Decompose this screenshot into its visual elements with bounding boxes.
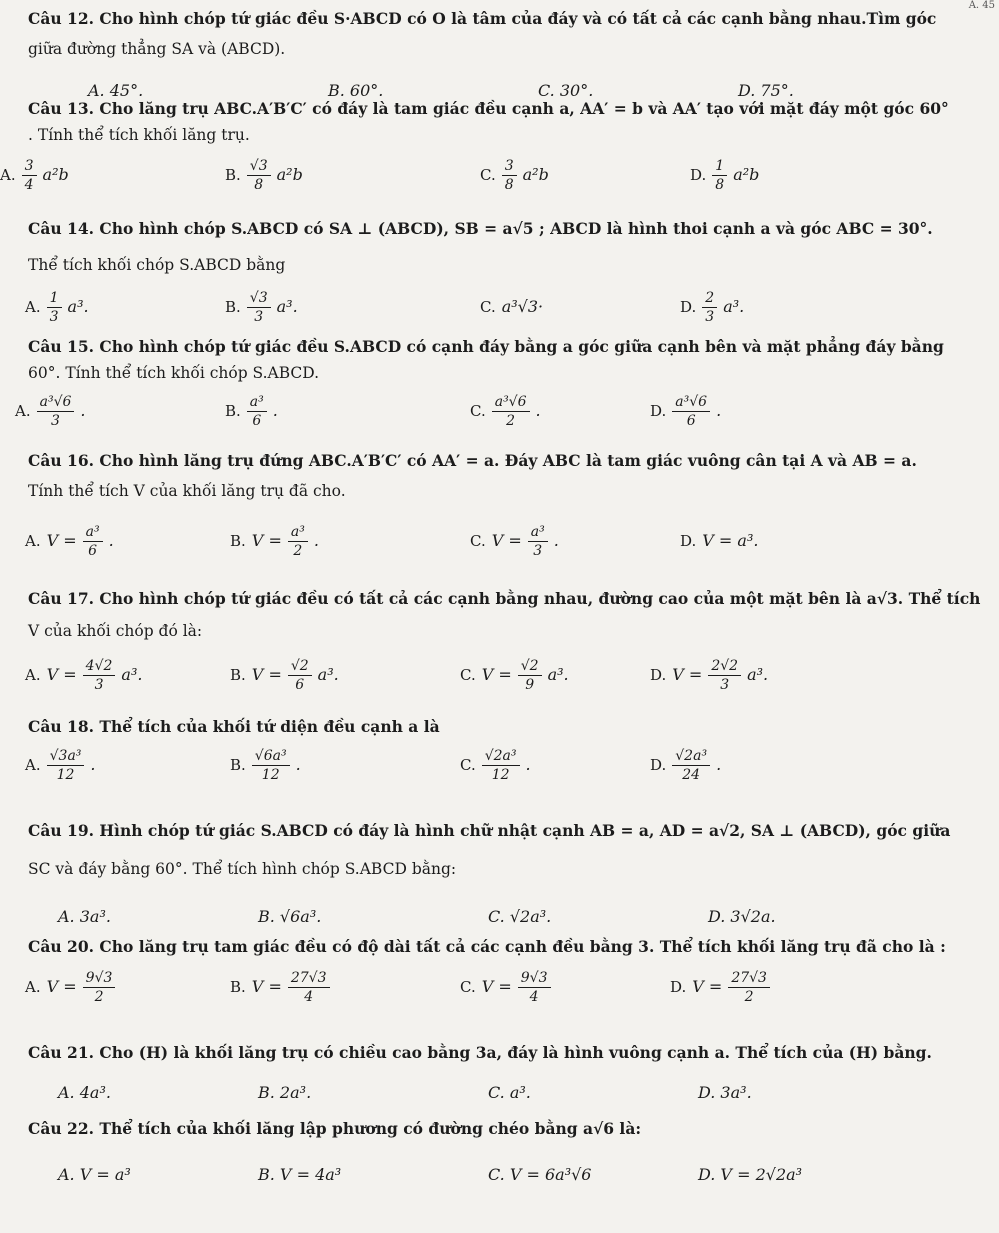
q13-options: [0, 150, 999, 200]
q14-text-line2: Thể tích khối chóp S.ABCD bằng: [28, 256, 286, 274]
q14-option-d[interactable]: D. $\frac{2}{3}$ a³.: [680, 289, 745, 325]
q15-option-a[interactable]: A. $\frac{\text{a³√6}}{3}$ .: [15, 393, 86, 429]
q21-option-c[interactable]: C. a³.: [488, 1083, 531, 1102]
q15-option-d[interactable]: D. $\frac{\text{a³√6}}{6}$ .: [650, 393, 722, 429]
q18-option-a[interactable]: A. $\frac{\text{√3a³}}{12}$ .: [25, 747, 96, 783]
q19-text-line1: Câu 19. Hình chóp tứ giác S.ABCD có đáy là hình chữ nhật cạnh AB = a, AD = a√2, SA ⊥ (ABCD), góc giữa: [28, 821, 951, 840]
q13-text-line2: . Tính thể tích khối lăng trụ.: [28, 126, 250, 144]
q20-option-b[interactable]: B. V = $\frac{27√3}{4}$: [230, 962, 330, 1012]
q16-options: [0, 516, 999, 566]
q12-option-a[interactable]: A. 45°.: [88, 81, 144, 100]
q15-text-line2: 60°. Tính thể tích khối chóp S.ABCD.: [28, 364, 320, 382]
q16-option-d[interactable]: D. V = a³.: [680, 531, 759, 550]
q14-option-b[interactable]: B. $\frac{√3}{3}$ a³.: [225, 289, 298, 325]
q20-option-a[interactable]: A. V = $\frac{9√3}{2}$: [25, 962, 115, 1012]
q20-text-line1: Câu 20. Cho lăng trụ tam giác đều có độ dài tất cả các cạnh đều bằng 3. Thể tích khối lăng trụ đã cho là :: [28, 937, 946, 956]
q18-options: [0, 740, 999, 790]
q12-text-line1: Câu 12. Cho hình chóp tứ giác đều S·ABCD có O là tâm của đáy và có tất cả các cạnh bằng nhau.Tìm góc: [28, 9, 937, 28]
q16-option-c[interactable]: C. V = $\frac{\text{a³}}{3}$ .: [470, 523, 559, 559]
q21-text-line1: Câu 21. Cho (H) là khối lăng trụ có chiều cao bằng 3a, đáy là hình vuông cạnh a. Thể tích của (H) bằng.: [28, 1043, 932, 1062]
q17-option-c[interactable]: C. V = $\frac{√2}{9}$ a³.: [460, 657, 569, 693]
q21-option-a[interactable]: A. 4a³.: [58, 1083, 111, 1102]
q19-option-b[interactable]: B. √6a³.: [258, 907, 322, 926]
q16-text-line2: Tính thể tích V của khối lăng trụ đã cho.: [28, 482, 346, 500]
q18-option-c[interactable]: C. $\frac{\text{√2a³}}{12}$ .: [460, 747, 531, 783]
q12-option-c[interactable]: C. 30°.: [538, 81, 594, 100]
q22-option-c[interactable]: C. V = 6a³√6: [488, 1165, 592, 1184]
q17-options: [0, 650, 999, 700]
q14-text-line1: Câu 14. Cho hình chóp S.ABCD có SA ⊥ (ABCD), SB = a√5 ; ABCD là hình thoi cạnh a và góc ABC = 30°.: [28, 219, 933, 238]
q13-option-b[interactable]: B. $\frac{√3}{8}$ a²b: [225, 157, 303, 193]
q20-options: [0, 962, 999, 1012]
q19-option-a[interactable]: A. 3a³.: [58, 907, 111, 926]
q15-options: [0, 386, 999, 436]
q19-options: [28, 892, 985, 926]
q14-option-a[interactable]: A. $\frac{1}{3}$ a³.: [25, 289, 89, 325]
q18-text-line1: Câu 18. Thể tích của khối tứ diện đều cạnh a là: [28, 717, 440, 736]
q22-options: [28, 1150, 985, 1184]
q12-options: [28, 66, 985, 100]
q16-option-a[interactable]: A. V = $\frac{\text{a³}}{6}$ .: [25, 523, 114, 559]
q19-option-c[interactable]: C. √2a³.: [488, 907, 552, 926]
q15-text-line1: Câu 15. Cho hình chóp tứ giác đều S.ABCD có cạnh đáy bằng a góc giữa cạnh bên và mặt phẳng đáy bằng: [28, 337, 944, 356]
q12-option-d[interactable]: D. 75°.: [738, 81, 794, 100]
q17-option-a[interactable]: A. V = $\frac{4√2}{3}$ a³.: [25, 657, 143, 693]
cropped-header-fragment: A. 45: [968, 0, 995, 11]
q19-option-d[interactable]: D. 3√2a.: [708, 907, 776, 926]
q21-option-d[interactable]: D. 3a³.: [698, 1083, 752, 1102]
q12-text-line2: giữa đường thẳng SA và (ABCD).: [28, 40, 286, 58]
q22-option-a[interactable]: A. V = a³: [58, 1165, 131, 1184]
q17-text-line1: Câu 17. Cho hình chóp tứ giác đều có tất cả các cạnh bằng nhau, đường cao của một mặt bên là a√3. Thể tích: [28, 589, 981, 608]
q14-option-c[interactable]: C. a³√3·: [480, 297, 544, 316]
q18-option-b[interactable]: B. $\frac{\text{√6a³}}{12}$ .: [230, 747, 301, 783]
q14-options: [0, 282, 999, 332]
q13-option-a[interactable]: A. $\frac{3}{4}$ a²b: [0, 157, 69, 193]
q22-option-b[interactable]: B. V = 4a³: [258, 1165, 342, 1184]
q16-option-b[interactable]: B. V = $\frac{\text{a³}}{2}$ .: [230, 523, 319, 559]
q13-text-line1: Câu 13. Cho lăng trụ ABC.A′B′C′ có đáy là tam giác đều cạnh a, AA′ = b và AA′ tạo với mặt đáy một góc 60°: [28, 99, 949, 118]
q17-text-line2: V của khối chóp đó là:: [28, 622, 203, 640]
q13-option-c[interactable]: C. $\frac{3}{8}$ a²b: [480, 157, 549, 193]
q21-options: [28, 1068, 985, 1102]
q17-option-d[interactable]: D. V = $\frac{2√2}{3}$ a³.: [650, 657, 769, 693]
q16-text-line1: Câu 16. Cho hình lăng trụ đứng ABC.A′B′C′ có AA′ = a. Đáy ABC là tam giác vuông cân tại A và AB = a.: [28, 451, 917, 470]
q13-option-d[interactable]: D. $\frac{1}{8}$ a²b: [690, 157, 760, 193]
q18-option-d[interactable]: D. $\frac{\text{√2a³}}{24}$ .: [650, 747, 722, 783]
q22-text-line1: Câu 22. Thể tích của khối lăng lập phương có đường chéo bằng a√6 là:: [28, 1119, 642, 1138]
q20-option-c[interactable]: C. V = $\frac{9√3}{4}$: [460, 962, 551, 1012]
q17-option-b[interactable]: B. V = $\frac{√2}{6}$ a³.: [230, 657, 339, 693]
q19-text-line2: SC và đáy bằng 60°. Thể tích hình chóp S.ABCD bằng:: [28, 860, 457, 878]
q12-option-b[interactable]: B. 60°.: [328, 81, 384, 100]
q20-option-d[interactable]: D. V = $\frac{27√3}{2}$: [670, 962, 770, 1012]
q15-option-c[interactable]: C. $\frac{\text{a³√6}}{2}$ .: [470, 393, 541, 429]
q21-option-b[interactable]: B. 2a³.: [258, 1083, 312, 1102]
q22-option-d[interactable]: D. V = 2√2a³: [698, 1165, 803, 1184]
q15-option-b[interactable]: B. $\frac{\text{a³}}{6}$ .: [225, 393, 278, 429]
